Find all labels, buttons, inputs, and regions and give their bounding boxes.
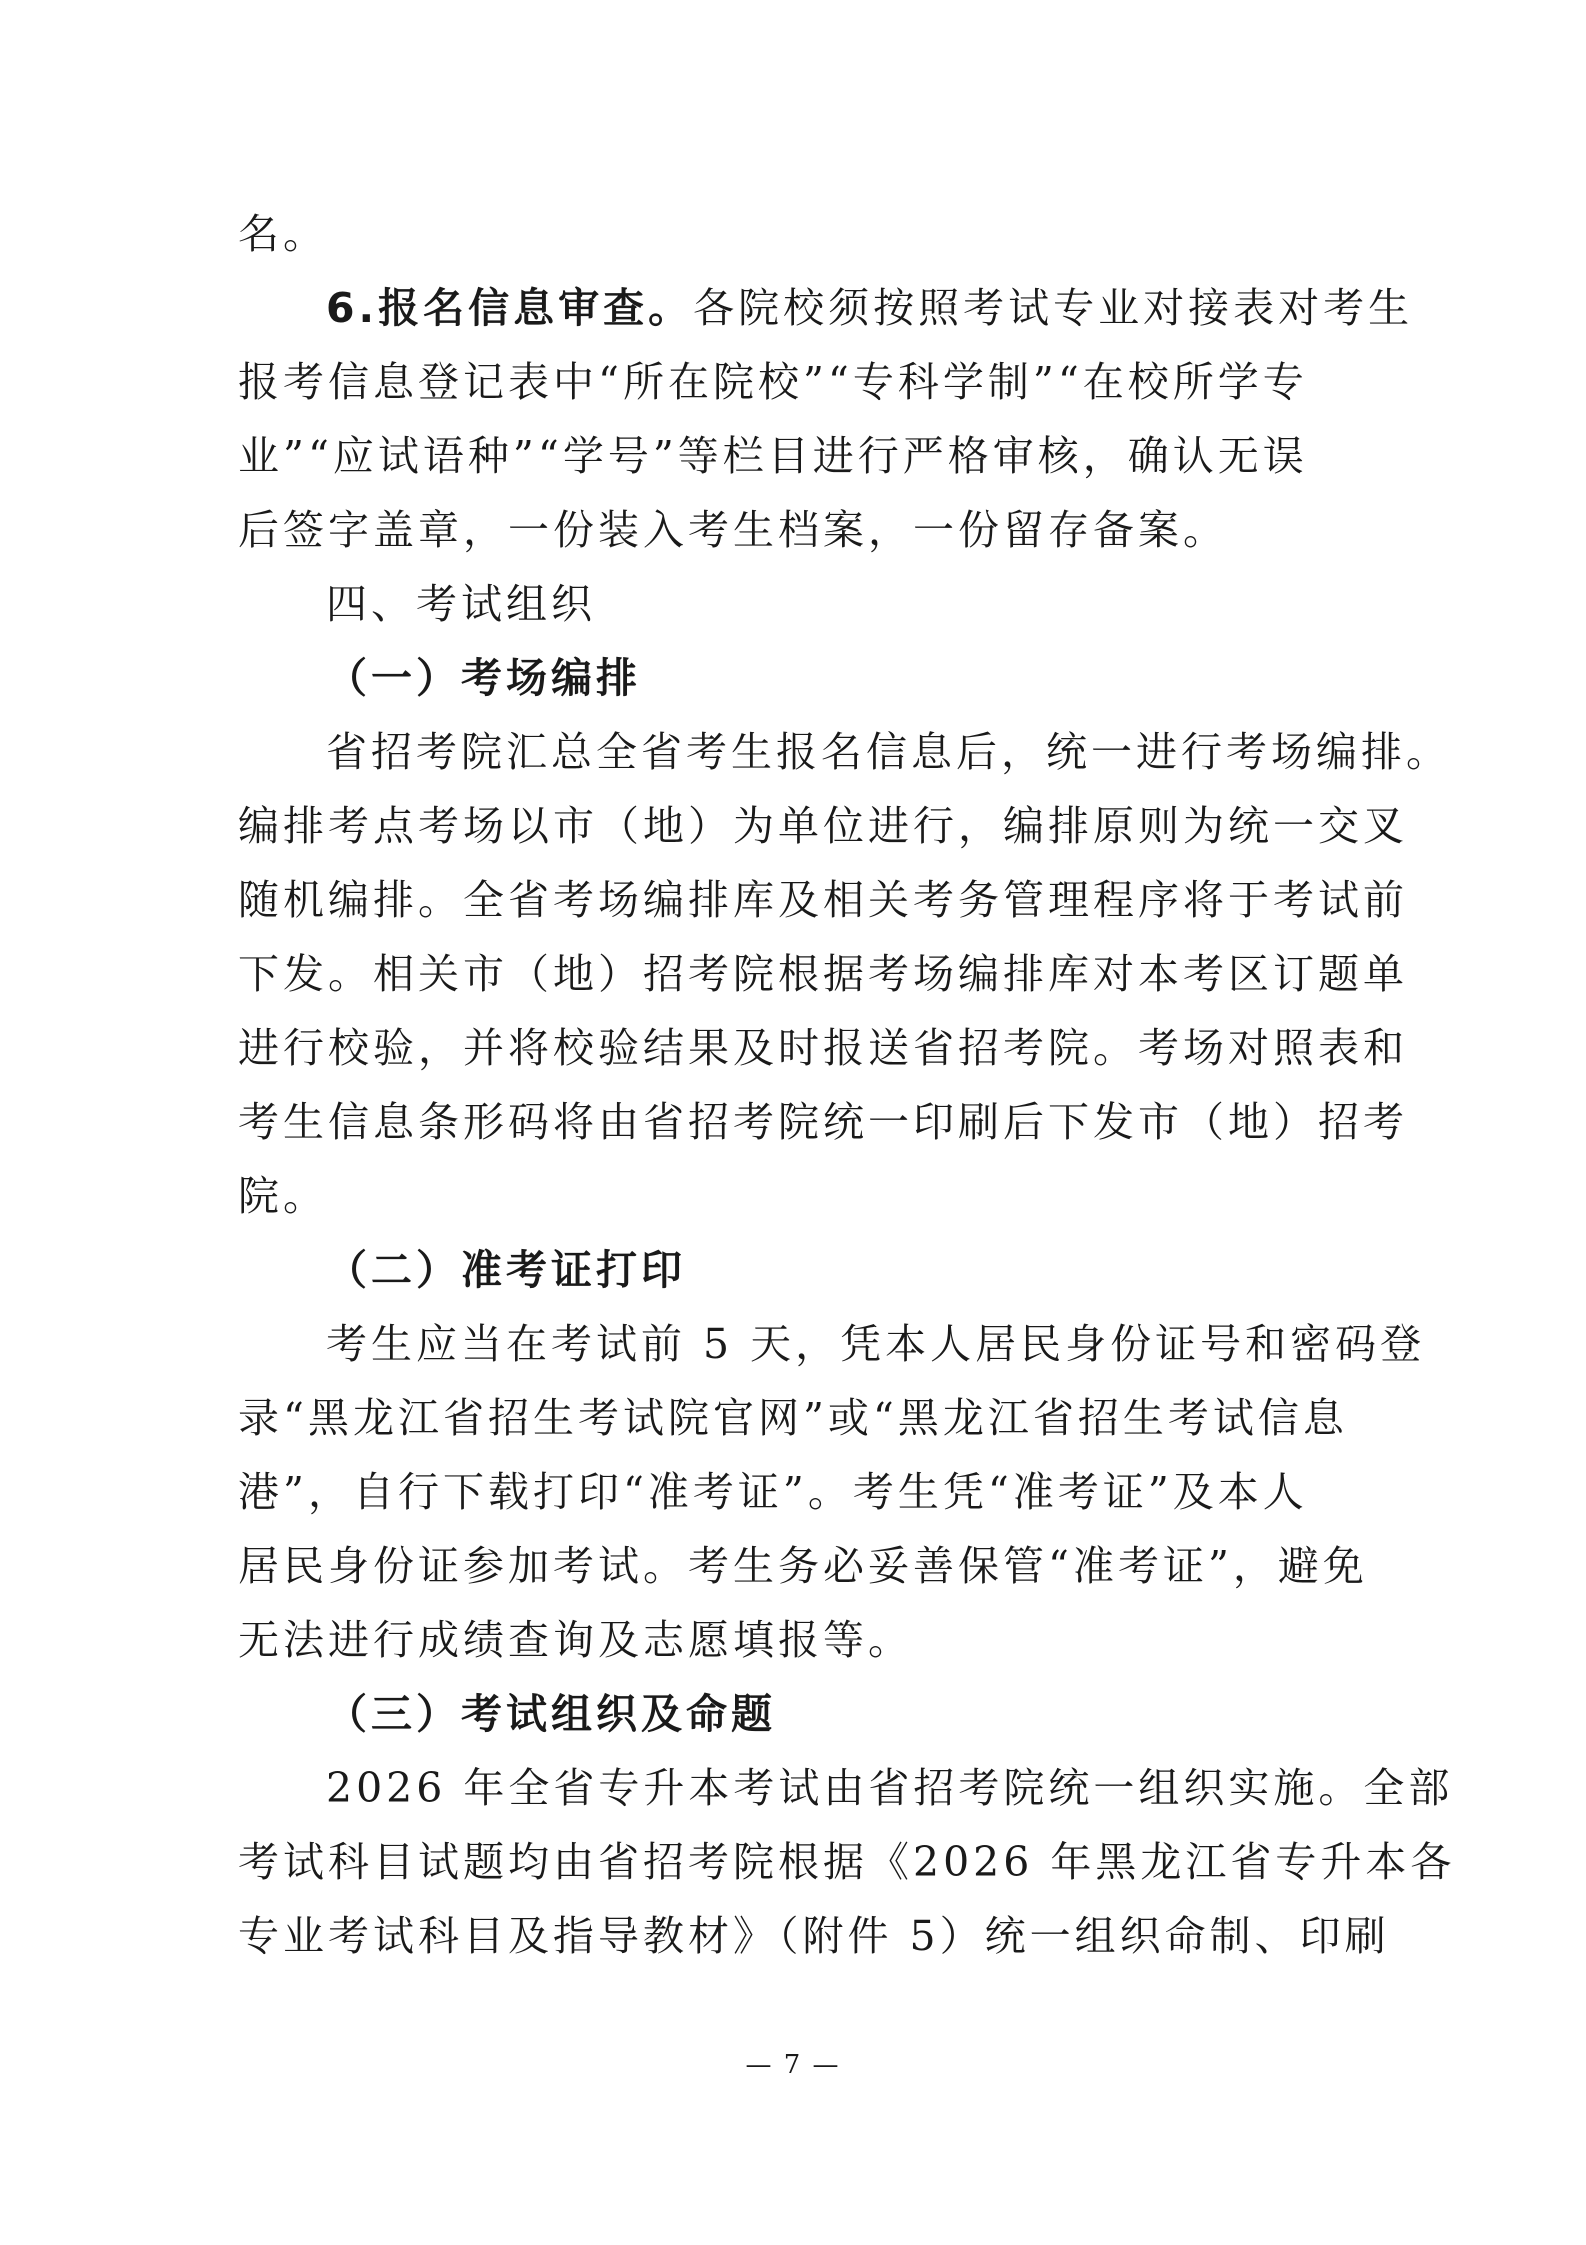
paragraph-line — [238, 1159, 1348, 1233]
line-text: 院。 — [238, 1172, 328, 1220]
line-text: 报考信息登记表中“所在院校”“专科学制”“在校所学专 — [238, 358, 1308, 406]
paragraph-line — [238, 1085, 1408, 1159]
paragraph-line — [238, 1381, 1348, 1455]
line-text: 编排考点考场以市（地）为单位进行，编排原则为统一交叉 — [238, 802, 1408, 850]
paragraph-line — [238, 789, 1408, 863]
line-text: 考生信息条形码将由省招考院统一印刷后下发市（地）招考 — [238, 1098, 1408, 1146]
paragraph-line — [238, 419, 1348, 493]
line-text: （二）准考证打印 — [326, 1246, 686, 1294]
line-text: 后签字盖章，一份装入考生档案，一份留存备案。 — [238, 506, 1228, 554]
document-body — [238, 197, 1456, 1973]
line-text: 2026 年全省专升本考试由省招考院统一组织实施。全部 — [326, 1764, 1454, 1812]
paragraph-line — [238, 1825, 1456, 1899]
page-number: — 7 — — [745, 2050, 841, 2080]
section-heading — [238, 567, 1348, 641]
line-text: 考试科目试题均由省招考院根据《2026 年黑龙江省专升本各 — [238, 1838, 1456, 1886]
paragraph-line — [238, 197, 1348, 271]
paragraph-line — [238, 493, 1348, 567]
line-text: 业”“应试语种”“学号”等栏目进行严格审核，确认无误 — [238, 432, 1308, 480]
line-text: 下发。相关市（地）招考院根据考场编排库对本考区订题单 — [238, 950, 1408, 998]
paragraph-line — [238, 1307, 1426, 1381]
paragraph-line — [238, 345, 1348, 419]
paragraph-line — [238, 1455, 1348, 1529]
line-text: 港”，自行下载打印“准考证”。考生凭“准考证”及本人 — [238, 1468, 1308, 1516]
line-text: 进行校验，并将校验结果及时报送省招考院。考场对照表和 — [238, 1024, 1408, 1072]
line-text: 专业考试科目及指导教材》（附件 5）统一组织命制、印刷 — [238, 1912, 1390, 1960]
subsection-heading — [238, 1677, 1348, 1751]
line-text: 四、考试组织 — [326, 580, 596, 628]
subsection-heading — [238, 1233, 1348, 1307]
paragraph-line — [238, 1751, 1454, 1825]
line-text: 随机编排。全省考场编排库及相关考务管理程序将于考试前 — [238, 876, 1408, 924]
line-text: 居民身份证参加考试。考生务必妥善保管“准考证”，避免 — [238, 1542, 1368, 1590]
line-text: 考生应当在考试前 5 天，凭本人居民身份证号和密码登 — [326, 1320, 1426, 1368]
paragraph-line — [238, 1603, 1348, 1677]
line-text: 录“黑龙江省招生考试院官网”或“黑龙江省招生考试信息 — [238, 1394, 1348, 1442]
paragraph-line — [238, 1011, 1408, 1085]
line-text: 无法进行成绩查询及志愿填报等。 — [238, 1616, 913, 1664]
line-text: （一）考场编排 — [326, 654, 641, 702]
line-text: 各院校须按照考试专业对接表对考生 — [693, 284, 1414, 332]
line-text: 名。 — [238, 210, 328, 258]
paragraph-line — [238, 1529, 1368, 1603]
paragraph-line — [238, 863, 1408, 937]
item-title: 6.报名信息审查。 — [326, 284, 694, 332]
paragraph-line — [238, 937, 1408, 1011]
paragraph-line — [238, 715, 1451, 789]
subsection-heading — [238, 641, 1348, 715]
paragraph-line — [238, 271, 1414, 345]
line-text: 省招考院汇总全省考生报名信息后，统一进行考场编排。 — [326, 728, 1451, 776]
line-text: （三）考试组织及命题 — [326, 1690, 776, 1738]
paragraph-line — [238, 1899, 1390, 1973]
